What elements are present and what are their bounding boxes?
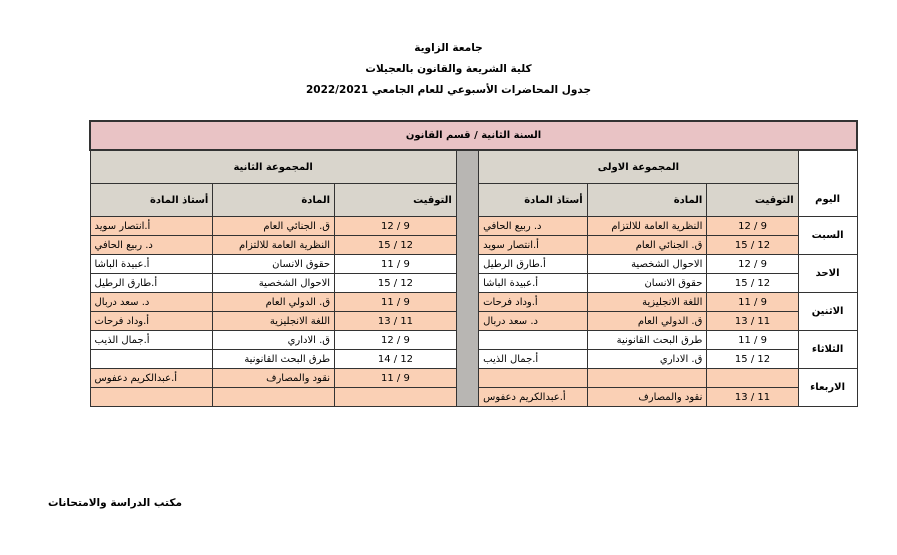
day-name: الاثنين: [798, 293, 857, 331]
g2-subject-cell: ق. الدولي العام: [213, 293, 335, 312]
g2-subject-cell: الاحوال الشخصية: [213, 274, 335, 293]
g2-subject-cell: حقوق الانسان: [213, 255, 335, 274]
g2-subject-cell: النظرية العامة للالتزام: [213, 236, 335, 255]
year-department-banner: السنة الثانية / قسم القانون: [90, 121, 857, 150]
g1-teacher-cell: د. سعد دربال: [479, 312, 588, 331]
g2-teacher-cell: أ.جمال الذيب: [90, 331, 213, 350]
g1-subject-cell: نقود والمصارف: [587, 388, 707, 407]
g1-subject-cell: حقوق الانسان: [587, 274, 707, 293]
g1-teacher-cell: أ.جمال الذيب: [479, 350, 588, 369]
g1-teacher-cell: د. ربيع الحافي: [479, 217, 588, 236]
g1-time-cell: 11 / 13: [707, 312, 798, 331]
g2-teacher-cell: أ.عبيدة الباشا: [90, 255, 213, 274]
g1-time-cell: 9 / 12: [707, 217, 798, 236]
day-name: الاربعاء: [798, 369, 857, 407]
g1-teacher-cell: [479, 369, 588, 388]
g1-subject-cell: اللغة الانجليزية: [587, 293, 707, 312]
g2-subject-cell: ق. الاداري: [213, 331, 335, 350]
g1-time-cell: [707, 369, 798, 388]
day-name: الاحد: [798, 255, 857, 293]
group-separator: [456, 150, 478, 407]
g1-subject-cell: ق. الاداري: [587, 350, 707, 369]
g1-teacher-cell: أ.وداد فرحات: [479, 293, 588, 312]
g1-subject-cell: ق. الدولي العام: [587, 312, 707, 331]
g1-teacher-cell: أ.انتصار سويد: [479, 236, 588, 255]
g2-teacher-cell: أ.عبدالكريم دعفوس: [90, 369, 213, 388]
g2-subject-cell: [213, 388, 335, 407]
g2-teacher-cell: [90, 350, 213, 369]
college-name: كلية الشريعة والقانون بالعجيلات: [365, 63, 532, 75]
day-column-header: اليوم: [798, 184, 857, 217]
g2-time-cell: 9 / 11: [335, 255, 457, 274]
g2-time-cell: 9 / 12: [335, 331, 457, 350]
g2-time-cell: 9 / 11: [335, 293, 457, 312]
g2-time-cell: 12 / 15: [335, 274, 457, 293]
g1-time-cell: 9 / 11: [707, 293, 798, 312]
g1-time-cell: 12 / 15: [707, 236, 798, 255]
g2-time-cell: 9 / 12: [335, 217, 457, 236]
g1-subject-cell: النظرية العامة للالتزام: [587, 217, 707, 236]
g2-time-cell: 11 / 13: [335, 312, 457, 331]
g1-teacher-cell: أ.عبيدة الباشا: [479, 274, 588, 293]
g1-subject-header: المادة: [587, 184, 707, 217]
day-header-spacer: [798, 150, 857, 184]
g1-time-cell: 9 / 12: [707, 255, 798, 274]
g2-subject-cell: اللغة الانجليزية: [213, 312, 335, 331]
university-name: جامعة الزاوية: [414, 42, 483, 54]
g2-teacher-cell: أ.وداد فرحات: [90, 312, 213, 331]
g1-subject-cell: ق. الجنائي العام: [587, 236, 707, 255]
g2-subject-header: المادة: [213, 184, 335, 217]
day-name: الثلاثاء: [798, 331, 857, 369]
group-two-header: المجموعة الثانية: [90, 150, 456, 184]
g1-teacher-cell: أ.عبدالكريم دعفوس: [479, 388, 588, 407]
footer-office: مكتب الدراسة والامتحانات: [48, 497, 182, 509]
group-one-header: المجموعة الاولى: [479, 150, 799, 184]
schedule-title: جدول المحاضرات الأسبوعي للعام الجامعي 2022/2021: [305, 84, 592, 96]
g2-time-cell: 12 / 15: [335, 236, 457, 255]
g1-teacher-header: أستاذ المادة: [479, 184, 588, 217]
g1-time-cell: 11 / 13: [707, 388, 798, 407]
g1-time-header: التوقيت: [707, 184, 798, 217]
g1-time-cell: 12 / 15: [707, 274, 798, 293]
g2-time-cell: [335, 388, 457, 407]
g1-time-cell: 9 / 11: [707, 331, 798, 350]
g2-subject-cell: طرق البحث القانونية: [213, 350, 335, 369]
g1-teacher-cell: [479, 331, 588, 350]
schedule-table: [89, 120, 858, 407]
g1-time-cell: 12 / 15: [707, 350, 798, 369]
g1-teacher-cell: أ.طارق الرطيل: [479, 255, 588, 274]
g2-teacher-cell: أ.طارق الرطيل: [90, 274, 213, 293]
g2-time-cell: 9 / 11: [335, 369, 457, 388]
g2-subject-cell: ق. الجنائي العام: [213, 217, 335, 236]
g1-subject-cell: طرق البحث القانونية: [587, 331, 707, 350]
g2-teacher-cell: [90, 388, 213, 407]
g2-time-cell: 12 / 14: [335, 350, 457, 369]
g1-subject-cell: الاحوال الشخصية: [587, 255, 707, 274]
g1-subject-cell: [587, 369, 707, 388]
g2-teacher-cell: أ.انتصار سويد: [90, 217, 213, 236]
g2-teacher-cell: د. سعد دربال: [90, 293, 213, 312]
day-name: السبت: [798, 217, 857, 255]
g2-teacher-cell: د. ربيع الحافي: [90, 236, 213, 255]
g2-time-header: التوقيت: [335, 184, 457, 217]
g2-teacher-header: أستاذ المادة: [90, 184, 213, 217]
g2-subject-cell: نقود والمصارف: [213, 369, 335, 388]
